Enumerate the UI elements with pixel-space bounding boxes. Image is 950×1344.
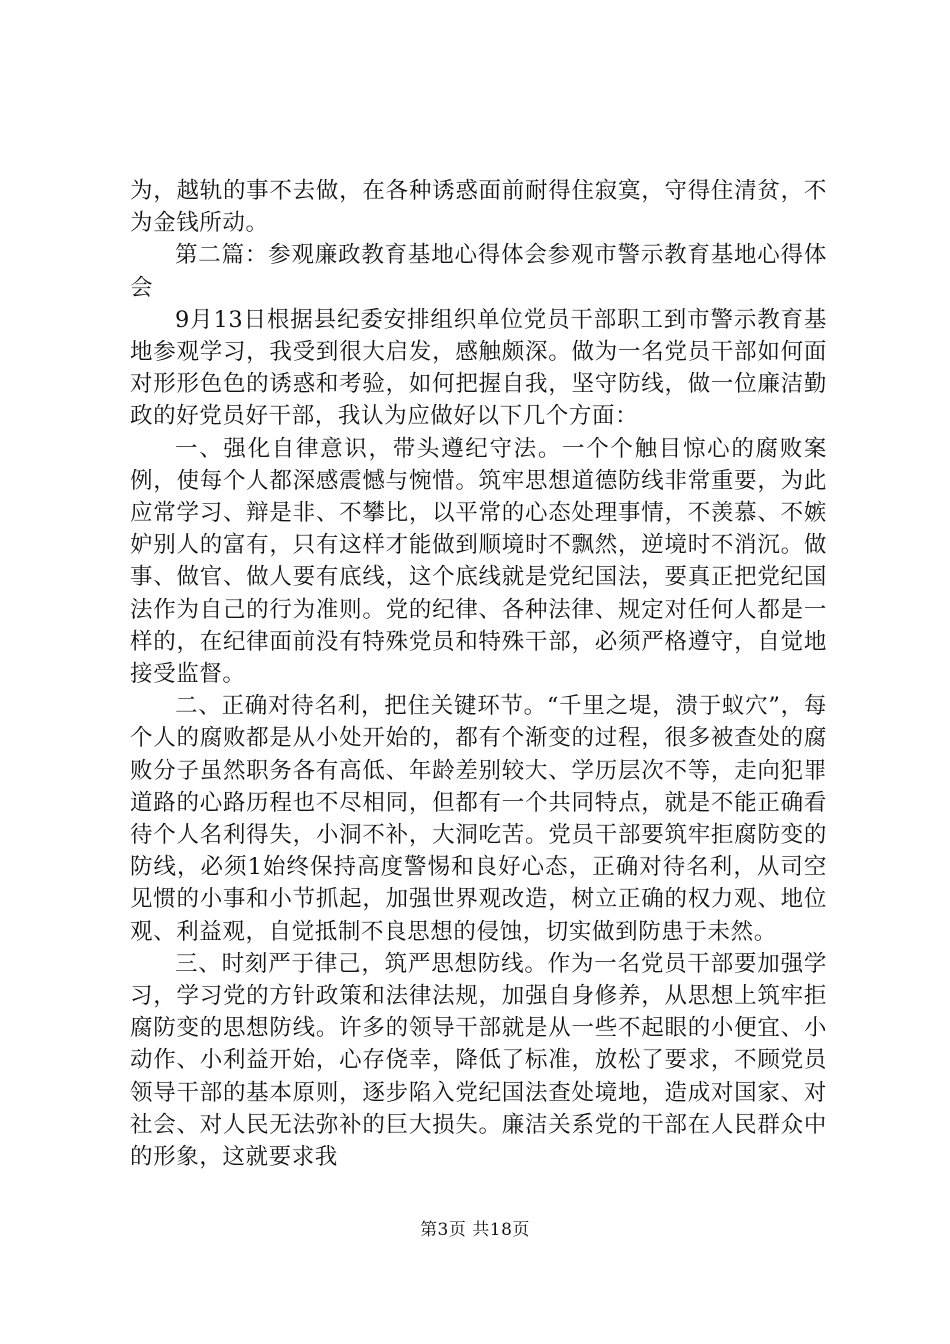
paragraph-point-one: 一、强化自律意识，带头遵纪守法。一个个触目惊心的腐败案例，使每个人都深感震憾与惋惜。筑牢思想道德防线非常重要，为此应常学习、辩是非、不攀比，以平常的心态处理事情，不羡慕、不嫉妒别人的富有，只有这样才能做到顺境时不飘然，逆境时不消沉。做事、做官、做人要有底线，这个底线就是党纪国法，要真正把党纪国法作为自己的行为准则。党的纪律、各种法律、规定对任何人都是一样的，在纪律面前没有特殊党员和特殊干部，必须严格遵守，自觉地接受监督。 [130, 435, 827, 688]
paragraph-intro: 9月13日根据县纪委安排组织单位党员干部职工到市警示教育基地参观学习，我受到很大启发，感触颇深。做为一名党员干部如何面对形形色色的诱惑和考验，如何把握自我，坚守防线，做一位廉洁勤政的好党员好干部，我认为应做好以下几个方面： [130, 306, 827, 430]
paragraph-point-three: 三、时刻严于律己，筑严思想防线。作为一名党员干部要加强学习，学习党的方针政策和法律法规，加强自身修养，从思想上筑牢拒腐防变的思想防线。许多的领导干部就是从一些不起眼的小便宜、小动作、小利益开始，心存侥幸，降低了标准，放松了要求，不顾党员领导干部的基本原则，逐步陷入党纪国法查处境地，造成对国家、对社会、对人民无法弥补的巨大损失。廉洁关系党的干部在人民群众中的形象，这就要求我 [130, 950, 827, 1171]
page-footer: 第3页 共18页 [420, 1220, 530, 1240]
paragraph-point-two: 二、正确对待名利，把住关键环节。“千里之堤，溃于蚁穴”，每个人的腐败都是从小处开始的，都有个渐变的过程，很多被查处的腐败分子虽然职务各有高低、年龄差别较大、学历层次不等，走向犯罪道路的心路历程也不尽相同，但都有一个共同特点，就是不能正确看待个人名利得失，小洞不补，大洞吃苦。党员干部要筑牢拒腐防变的防线，必须1始终保持高度警惕和良好心态，正确对待名利，从司空见惯的小事和小节抓起，加强世界观改造，树立正确的权力观、地位观、利益观，自觉抵制不良思想的侵蚀，切实做到防患于未然。 [130, 693, 827, 945]
document-body [130, 175, 827, 1173]
paragraph-continuation: 为，越轨的事不去做，在各种诱惑面前耐得住寂寞，守得住清贫，不为金钱所动。 [130, 178, 827, 237]
paragraph-section-title: 第二篇：参观廉政教育基地心得体会参观市警示教育基地心得体会 [130, 242, 827, 301]
